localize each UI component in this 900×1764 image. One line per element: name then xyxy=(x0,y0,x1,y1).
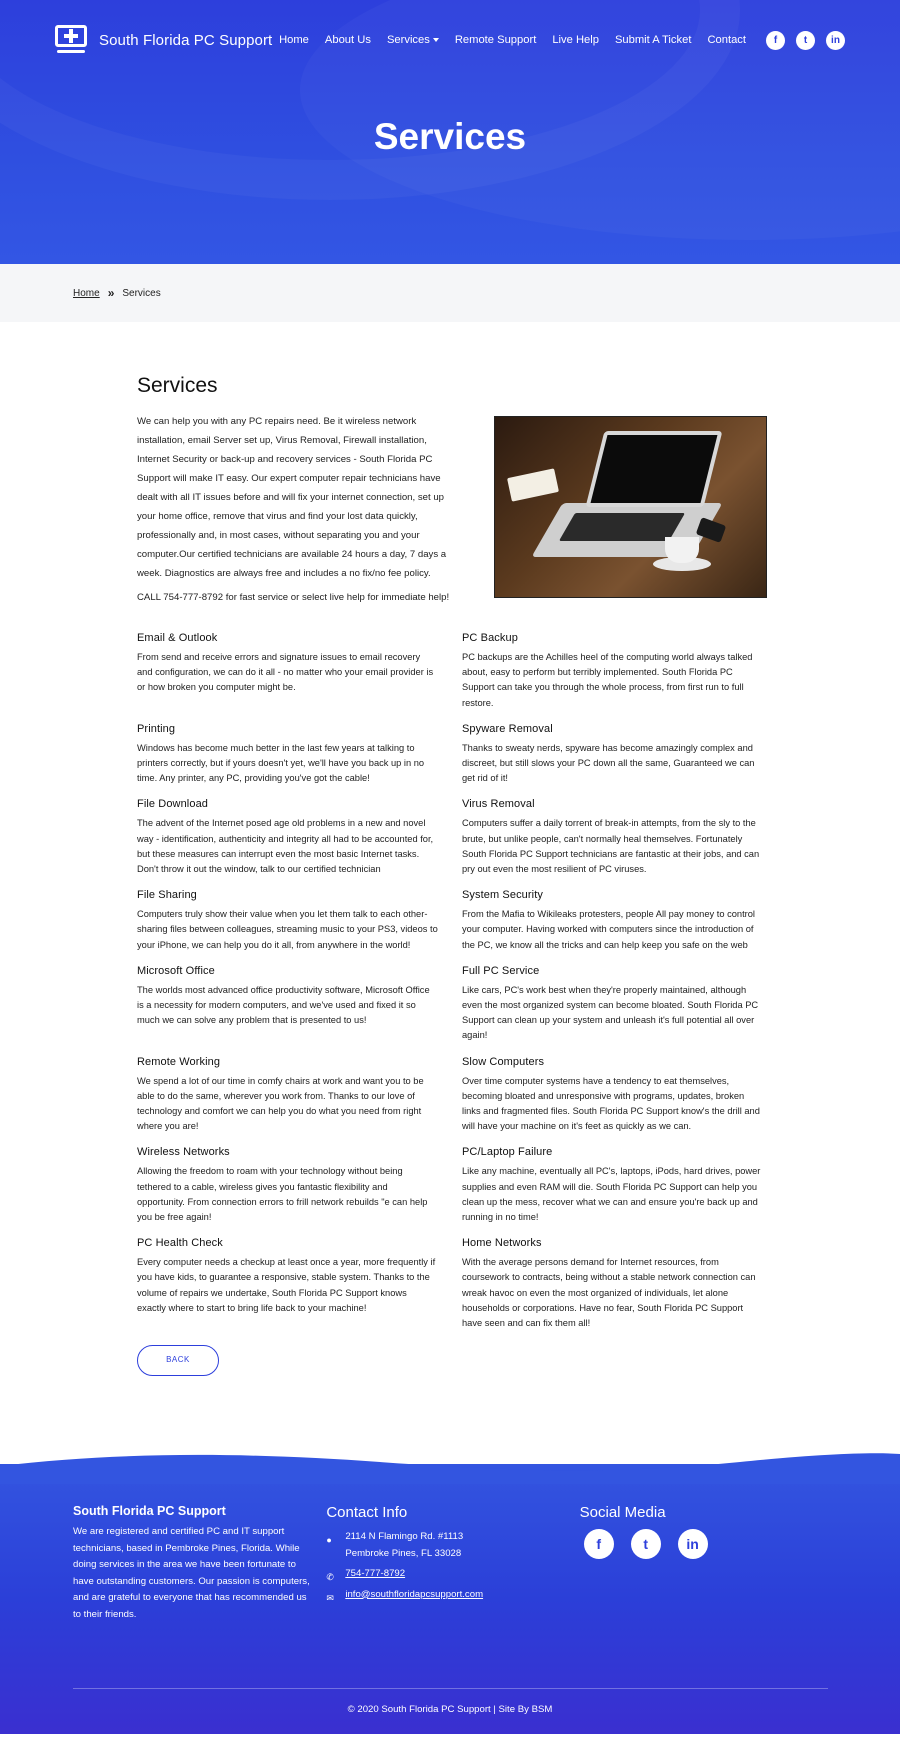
caret-down-icon xyxy=(433,38,439,42)
service-text: Windows has become much better in the last few years at talking to printers correctly, but if yours doesn't yet, we'll have you back up in no time. Any printer, any PC, providing you've got the cable! xyxy=(137,742,425,784)
twitter-icon[interactable]: t xyxy=(796,31,815,50)
footer-social-icons xyxy=(584,1529,833,1559)
footer-social-title: Social Media xyxy=(579,1504,666,1522)
linkedin-icon[interactable]: in xyxy=(826,31,845,50)
service-title: Home Networks xyxy=(462,1237,542,1250)
intro-section xyxy=(137,412,763,612)
envelope-icon: ✉ xyxy=(326,1592,334,1603)
service-item xyxy=(137,1237,438,1331)
service-text: From the Mafia to Wikileaks protesters, people All pay money to control your computer. Having worked with computers since the introduction of the PC, we know all the tricks and can help keep you safe on the web xyxy=(462,909,755,950)
laptop-photo xyxy=(494,416,767,598)
service-item xyxy=(462,1056,763,1135)
nav-contact[interactable]: Contact xyxy=(707,34,746,46)
address-line-2: Pembroke Pines, FL 33028 xyxy=(345,1547,462,1559)
brand-name: South Florida PC Support xyxy=(99,31,273,49)
phone-link[interactable]: 754-777-8792 xyxy=(345,1568,406,1580)
service-text: Allowing the freedom to roam with your technology without being tethered to a cable, wireless gives you fantastic flexibility and opportunity. From connection errors to frill network rebuilds "e can help you be free again! xyxy=(137,1166,428,1223)
service-text: With the average persons demand for Internet resources, from coursework to contracts, being without a stable network connection can wreak havoc on even the most organized of individuals, let alone households or corporations. Have no fear, South Florida PC Support have seen and can fix them all! xyxy=(462,1257,756,1329)
nav-remote-support[interactable]: Remote Support xyxy=(454,34,537,46)
nav-submit-ticket[interactable]: Submit A Ticket xyxy=(614,34,692,46)
email-link[interactable]: info@southfloridapcsupport.com xyxy=(345,1588,484,1600)
footer-columns xyxy=(73,1504,833,1623)
service-item xyxy=(462,798,763,877)
service-text: Over time computer systems have a tendency to eat themselves, becoming bloated and unresponsive with programs, updates, broken links and fragmented files. South Florida PC Support know's the drill and will have your machine on it's feet as quickly as we can. xyxy=(462,1075,760,1132)
service-item xyxy=(137,1056,438,1135)
main-menu xyxy=(279,34,746,46)
brand-link[interactable] xyxy=(55,25,272,55)
service-title: Email & Outlook xyxy=(137,632,218,644)
service-item xyxy=(137,723,438,787)
call-paragraph: CALL 754-777-8792 for fast service or select live help for immediate help! xyxy=(137,592,450,603)
nav-home[interactable]: Home xyxy=(279,34,309,46)
service-title: Printing xyxy=(137,722,176,735)
nav-services-label: Services xyxy=(386,34,430,46)
hero-title: Services xyxy=(373,116,527,157)
service-item xyxy=(137,965,438,1044)
phone-icon: ✆ xyxy=(326,1572,334,1583)
service-title: PC Health Check xyxy=(137,1237,223,1250)
services-grid xyxy=(137,632,763,1343)
facebook-icon[interactable]: f xyxy=(584,1529,614,1559)
nav-services[interactable] xyxy=(387,34,439,46)
contact-email xyxy=(326,1587,579,1604)
service-item xyxy=(137,889,438,953)
service-item xyxy=(462,1237,763,1331)
service-item xyxy=(462,1146,763,1225)
footer-about-title: South Florida PC Support xyxy=(73,1504,226,1519)
hero-header xyxy=(0,0,900,264)
service-title: Microsoft Office xyxy=(137,964,215,977)
service-text: Thanks to sweaty nerds, spyware has become amazingly complex and discreet, but still slows your PC down all the same, Guaranteed we can get rid of it! xyxy=(462,742,755,784)
service-text: The worlds most advanced office productivity software, Microsoft Office is a necessity for modern computers, and we've used and fixed it so much we can solve any problem that is presented to us! xyxy=(137,984,430,1026)
service-title: System Security xyxy=(462,889,543,902)
nav-about-us[interactable]: About Us xyxy=(324,34,371,46)
service-text: Every computer needs a checkup at least once a year, more frequently if you have kids, to guarantee a responsive, stable system. Thanks to the volume of repairs we undertake, South Florida PC Support knows exactly where to start to bring life back to your machine! xyxy=(137,1257,436,1313)
facebook-icon[interactable]: f xyxy=(766,31,785,50)
map-pin-icon: ● xyxy=(326,1535,332,1546)
service-text: From send and receive errors and signature issues to email recovery and configuration, we can do it all - no matter who your email provider is or how broken you computer might be. xyxy=(137,652,434,693)
back-button[interactable]: BACK xyxy=(137,1345,219,1376)
nav-live-help[interactable]: Live Help xyxy=(552,34,599,46)
service-text: Computers suffer a daily torrent of break-in attempts, from the sly to the brute, but unlike people, can't normally heal themselves. Fortunately South Florida PC Support technicians are fantastic at their jobs, and can pry out even the most resilient of PC viruses. xyxy=(462,818,760,875)
footer-about xyxy=(73,1504,326,1623)
site-footer xyxy=(0,1464,900,1734)
address-lines xyxy=(345,1529,463,1562)
breadcrumb-home[interactable]: Home xyxy=(73,287,100,299)
service-text: We spend a lot of our time in comfy chairs at work and want you to be able to do the same, wherever you work from. Thanks to our love of technology and comfort we can help you do what you need from right where you are! xyxy=(137,1075,424,1132)
computer-plus-logo-icon xyxy=(55,25,87,55)
service-title: Wireless Networks xyxy=(137,1146,230,1159)
breadcrumb-current: Services xyxy=(122,287,161,299)
twitter-icon[interactable]: t xyxy=(631,1529,661,1559)
footer-social xyxy=(580,1504,833,1623)
intro-paragraph: We can help you with any PC repairs need. Be it wireless network installation, email Server set up, Virus Removal, Firewall installation, Internet Security or back-up and recovery services - South Florida PC Support will make IT easy. Our expert computer repair technicians have dealt with all IT issues before and will fix your internet connection, set up your home office, remove that virus and find your lost data quickly, professionally and, in most cases, without separating you and your computer.Our certified technicians are available 24 hours a day, 7 days a week. Diagnostics are always free and includes a no fix/no fee policy. xyxy=(137,416,447,579)
service-title: Remote Working xyxy=(137,1055,221,1068)
service-title: PC/Laptop Failure xyxy=(462,1146,553,1159)
service-text: Computers truly show their value when you let them talk to each other- sharing files between colleagues, streaming music to your PS3, videos to your iPhone, we can help you do it all, from anywhere in the world! xyxy=(137,909,438,950)
service-text: Like any machine, eventually all PC's, laptops, iPods, hard drives, power supplies and even RAM will die. South Florida PC Support can help you clean up the mess, recover what we can and ensure you're back up and running in no time! xyxy=(462,1166,761,1223)
copyright: © 2020 South Florida PC Support | Site By BSM xyxy=(347,1704,553,1716)
service-title: Full PC Service xyxy=(462,964,540,977)
double-chevron-right-icon: » xyxy=(107,286,115,300)
breadcrumb xyxy=(0,264,900,322)
service-item xyxy=(462,965,763,1044)
service-title: PC Backup xyxy=(462,632,518,644)
header-social xyxy=(766,31,845,50)
contact-phone xyxy=(326,1566,579,1583)
page-title: Services xyxy=(137,374,218,397)
service-title: File Download xyxy=(137,798,209,811)
footer-contact xyxy=(326,1504,579,1623)
service-title: File Sharing xyxy=(137,889,197,902)
service-item xyxy=(137,798,438,877)
service-item xyxy=(462,889,763,953)
footer-about-text: We are registered and certified PC and IT support technicians, based in Pembroke Pines, Florida. While doing services in the area we have been fortunate to have outstanding customers. Our passion is computers, and are grateful to everyone that has recommended us to their friends. xyxy=(73,1526,310,1620)
service-text: The advent of the Internet posed age old problems in a new and novel way - identification, authenticity and integrity all had to be accounted for, but these measures can interrupt even the most basic Internet tasks. Don't throw it out the window, talk to our certified technician xyxy=(137,818,434,875)
service-item xyxy=(137,1146,438,1225)
linkedin-icon[interactable]: in xyxy=(678,1529,708,1559)
address-line-1: 2114 N Flamingo Rd. #1113 xyxy=(345,1531,464,1543)
footer-contact-title: Contact Info xyxy=(326,1504,408,1522)
footer-wave xyxy=(0,1444,900,1484)
service-title: Spyware Removal xyxy=(462,722,553,735)
service-text: PC backups are the Achilles heel of the computing world always talked about, easy to perform but terribly implemented. South Florida PC Support can take you through the whole process, from first run to full restore. xyxy=(462,652,753,708)
service-item xyxy=(137,632,438,711)
footer-divider xyxy=(73,1688,828,1689)
contact-address xyxy=(326,1529,579,1562)
service-item xyxy=(462,632,763,711)
service-title: Virus Removal xyxy=(462,798,535,811)
service-item xyxy=(462,723,763,787)
service-title: Slow Computers xyxy=(462,1055,545,1068)
top-nav xyxy=(0,0,900,80)
main-content xyxy=(0,322,900,1376)
service-text: Like cars, PC's work best when they're properly maintained, although even the most organized system can become bloated. South Florida PC Support can clean up your system and unleash it's full potential all over again! xyxy=(462,984,759,1041)
intro-text xyxy=(137,412,462,612)
